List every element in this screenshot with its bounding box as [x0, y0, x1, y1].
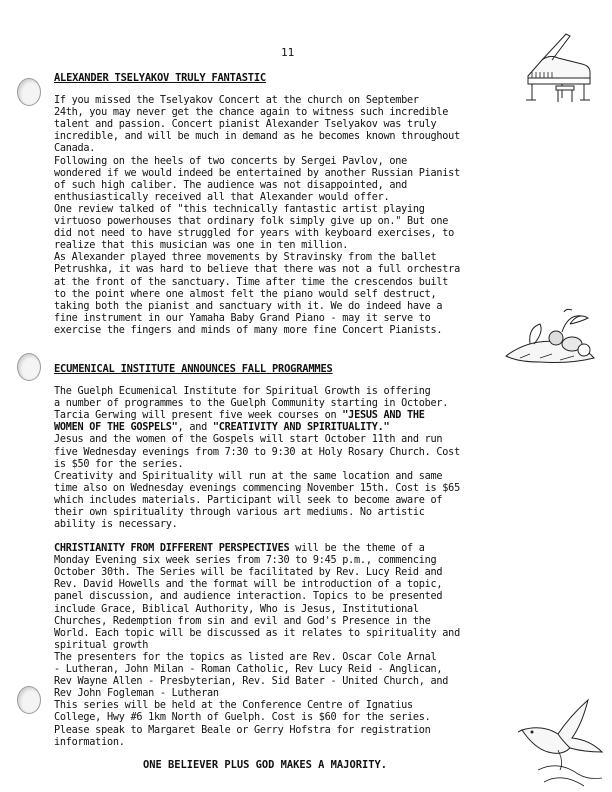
text-line: Creativity and Spirituality will run at the same location and same — [54, 470, 443, 482]
text-line: which includes materials. Participant will seek to become aware of — [54, 494, 443, 506]
binder-hole-middle — [17, 353, 41, 381]
grand-piano-illustration — [522, 30, 600, 108]
text-line: at the front of the sanctuary. Time after time the crescendos built — [54, 276, 449, 288]
text-line: This series will be held at the Conference Centre of Ignatius — [54, 700, 413, 712]
fruit-cornucopia-illustration — [500, 308, 600, 366]
text-line: One review talked of "this technically fantastic artist playing — [54, 203, 425, 215]
text-line: panel discussion, and audience interaction. Topics to be presented — [54, 591, 443, 603]
text-line: spiritual growth — [54, 639, 149, 651]
text-line: fine instrument in our Yamaha Baby Grand Piano - may it serve to — [54, 312, 431, 324]
text-line: of such high caliber. The audience was not disappointed, and — [54, 179, 408, 191]
text-line: is $50 for the series. — [54, 458, 184, 470]
text-line: wondered if we would indeed be entertained by another Russian Pianist — [54, 167, 460, 179]
text-line: If you missed the Tselyakov Concert at the church on September — [54, 95, 419, 106]
article-heading-ecumenical: ECUMENICAL INSTITUTE ANNOUNCES FALL PROGRAMMES — [54, 363, 333, 375]
text-line: - Lutheran, John Milan - Roman Catholic, Rev Lucy Reid - Anglican, — [54, 664, 443, 675]
text-line: include Grace, Biblical Authority, Who is Jesus, Institutional — [54, 603, 419, 615]
text-line: As Alexander played three movements by Stravinsky from the ballet — [54, 252, 437, 264]
binder-hole-bottom — [17, 686, 41, 714]
text-line: did not need to have struggled for years with keyboard exercises, to — [54, 228, 455, 240]
text-line: The presenters for the topics as listed are Rev. Oscar Cole Arnal — [54, 651, 437, 663]
text-line: realize that this musician was one in ten million. — [54, 240, 349, 252]
text-line: October 30th. The Series will be facilitated by Rev. Lucy Reid and — [54, 567, 443, 579]
text-line: incredible, and will be much in demand as he becomes known throughout — [54, 131, 460, 143]
text-line: taking both the pianist and sanctuary with it. We do indeed have a — [54, 300, 443, 312]
text-line: exercise the fingers and minds of many more fine Concert Pianists. — [54, 324, 443, 336]
text-line: Rev John Fogleman - Lutheran — [54, 688, 219, 700]
text-line: five Wednesday evenings from 7:30 to 9:30 at Holy Rosary Church. Cost — [54, 446, 460, 458]
text-line: Monday Evening six week series from 7:30 to 9:45 p.m., commencing — [54, 555, 437, 567]
text-line: WOMEN OF THE GOSPELS", and "CREATIVITY AND SPIRITUALITY." — [54, 422, 390, 434]
text-line: information. — [54, 736, 125, 748]
text-line: Canada. — [54, 143, 96, 155]
page-number: 11 — [281, 46, 295, 59]
article-heading-tselyakov: ALEXANDER TSELYAKOV TRULY FANTASTIC — [54, 72, 266, 84]
text-line: time also on Wednesday evenings commencing November 15th. Cost is $65 — [54, 482, 460, 494]
text-line: World. Each topic will be discussed as it relates to spirituality and — [54, 627, 460, 639]
flying-dove-illustration — [518, 690, 604, 790]
text-line: enthusiastically received all that Alexander would offer. — [54, 191, 390, 203]
text-line: virtuoso powerhouses that ordinary folk simply give up on." But one — [54, 216, 449, 227]
text-line: ability is necessary. — [54, 519, 178, 531]
text-line: Tarcia Gerwing will present five week courses on "JESUS AND THE — [54, 410, 425, 422]
binder-hole-top — [17, 78, 41, 106]
text-line: Rev. David Howells and the format will be introduction of a topic, — [54, 579, 443, 591]
text-line: to the point where one almost felt the piano would self destruct, — [54, 288, 437, 300]
text-line: Following on the heels of two concerts by Sergei Pavlov, one — [54, 155, 408, 167]
text-line: Petrushka, it was hard to believe that there was not a full orchestra — [54, 264, 460, 276]
text-line: The Guelph Ecumenical Institute for Spiritual Growth is offering — [54, 386, 431, 397]
text-line: 24th, you may never get the chance again to witness such incredible — [54, 107, 449, 119]
text-line: Churches, Redemption from sin and evil and God's Presence in the — [54, 615, 431, 627]
closing-motto: ONE BELIEVER PLUS GOD MAKES A MAJORITY. — [143, 759, 387, 771]
text-line: their own spirituality through various art mediums. No artistic — [54, 507, 425, 518]
text-line: a number of programmes to the Guelph Community starting in October. — [54, 398, 449, 410]
text-line: Please speak to Margaret Beale or Gerry Hofstra for registration — [54, 724, 431, 736]
text-line: CHRISTIANITY FROM DIFFERENT PERSPECTIVES will be the theme of a — [54, 543, 425, 554]
text-line: talent and passion. Concert pianist Alexander Tselyakov was truly — [54, 119, 437, 131]
text-line: Rev Wayne Allen - Presbyterian, Rev. Sid Bater - United Church, and — [54, 676, 449, 688]
text-line: Jesus and the women of the Gospels will start October 11th and run — [54, 434, 443, 446]
text-line: College, Hwy #6 1km North of Guelph. Cost is $60 for the series. — [54, 712, 431, 724]
